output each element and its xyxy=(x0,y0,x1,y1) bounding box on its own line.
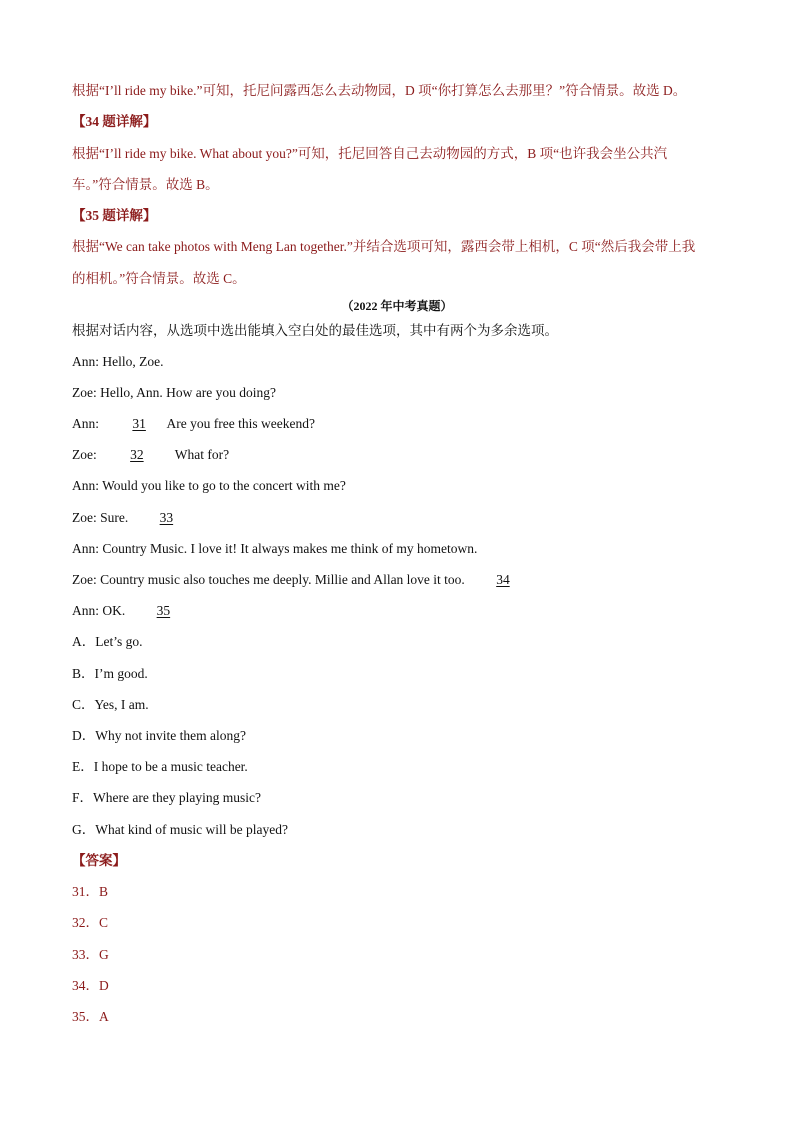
option-a: A．Let’s go. xyxy=(72,634,143,649)
explanation-33-line: 根据“I’ll ride my bike.”可知，托尼问露西怎么去动物园，D 项“你打算怎么去那里？”符合情景。故选 D。 xyxy=(72,83,687,98)
blank-35: 35 xyxy=(156,603,171,618)
dialogue-line-2: Zoe: Hello, Ann. How are you doing? xyxy=(72,385,276,400)
speaker-prefix: Zoe: Sure. xyxy=(72,510,132,525)
explanation-34-line2: 车。”符合情景。故选 B。 xyxy=(72,177,219,192)
blank-33: 33 xyxy=(159,510,174,525)
speaker-prefix: Zoe: xyxy=(72,447,101,462)
dialogue-line-4 xyxy=(72,446,229,464)
answer-34: 34．D xyxy=(72,978,109,993)
blank-32: 32 xyxy=(130,447,144,462)
blank-34: 34 xyxy=(496,572,510,587)
option-c: C．Yes, I am. xyxy=(72,697,149,712)
explanation-34-line1: 根据“I’ll ride my bike. What about you?”可知，托尼回答自己去动物园的方式，B 项“也许我会坐公共汽 xyxy=(72,146,668,161)
answer-heading: 【答案】 xyxy=(72,853,126,868)
speaker-prefix: Ann: xyxy=(72,416,103,431)
speaker-prefix: Ann: OK. xyxy=(72,603,129,618)
source-title: （2022 年中考真题） xyxy=(341,299,453,313)
dialogue-line-1: Ann: Hello, Zoe. xyxy=(72,354,164,369)
dialogue-line-8 xyxy=(72,571,538,589)
explanation-35-line1: 根据“We can take photos with Meng Lan together.”并结合选项可知，露西会带上相机，C 项“然后我会带上我 xyxy=(72,239,696,254)
heading-34-detail: 【34 题详解】 xyxy=(72,114,157,129)
answer-35: 35．A xyxy=(72,1009,109,1024)
heading-35-detail: 【35 题详解】 xyxy=(72,208,157,223)
dialogue-line-5: Ann: Would you like to go to the concert with me? xyxy=(72,478,346,493)
dialogue-line-3 xyxy=(72,415,315,433)
option-d: D．Why not invite them along? xyxy=(72,728,246,743)
instruction-text: 根据对话内容，从选项中选出能填入空白处的最佳选项，其中有两个为多余选项。 xyxy=(72,323,558,338)
answer-33: 33．G xyxy=(72,947,109,962)
option-e: E．I hope to be a music teacher. xyxy=(72,759,248,774)
option-g: G．What kind of music will be played? xyxy=(72,822,288,837)
blank-31: 31 xyxy=(132,416,146,431)
dialogue-line-7: Ann: Country Music. I love it! It always makes me think of my hometown. xyxy=(72,541,478,556)
dialogue-line-9 xyxy=(72,602,198,620)
option-f: F．Where are they playing music? xyxy=(72,790,261,805)
dialogue-line-6 xyxy=(72,509,201,527)
answer-31: 31．B xyxy=(72,884,109,899)
dialogue-text: What for? xyxy=(171,447,230,462)
answer-32: 32．C xyxy=(72,915,109,930)
speaker-prefix: Zoe: Country music also touches me deeply. Millie and Allan love it too. xyxy=(72,572,469,587)
option-b: B．I’m good. xyxy=(72,666,148,681)
dialogue-text: Are you free this weekend? xyxy=(163,416,315,431)
explanation-35-line2: 的相机。”符合情景。故选 C。 xyxy=(72,271,246,286)
